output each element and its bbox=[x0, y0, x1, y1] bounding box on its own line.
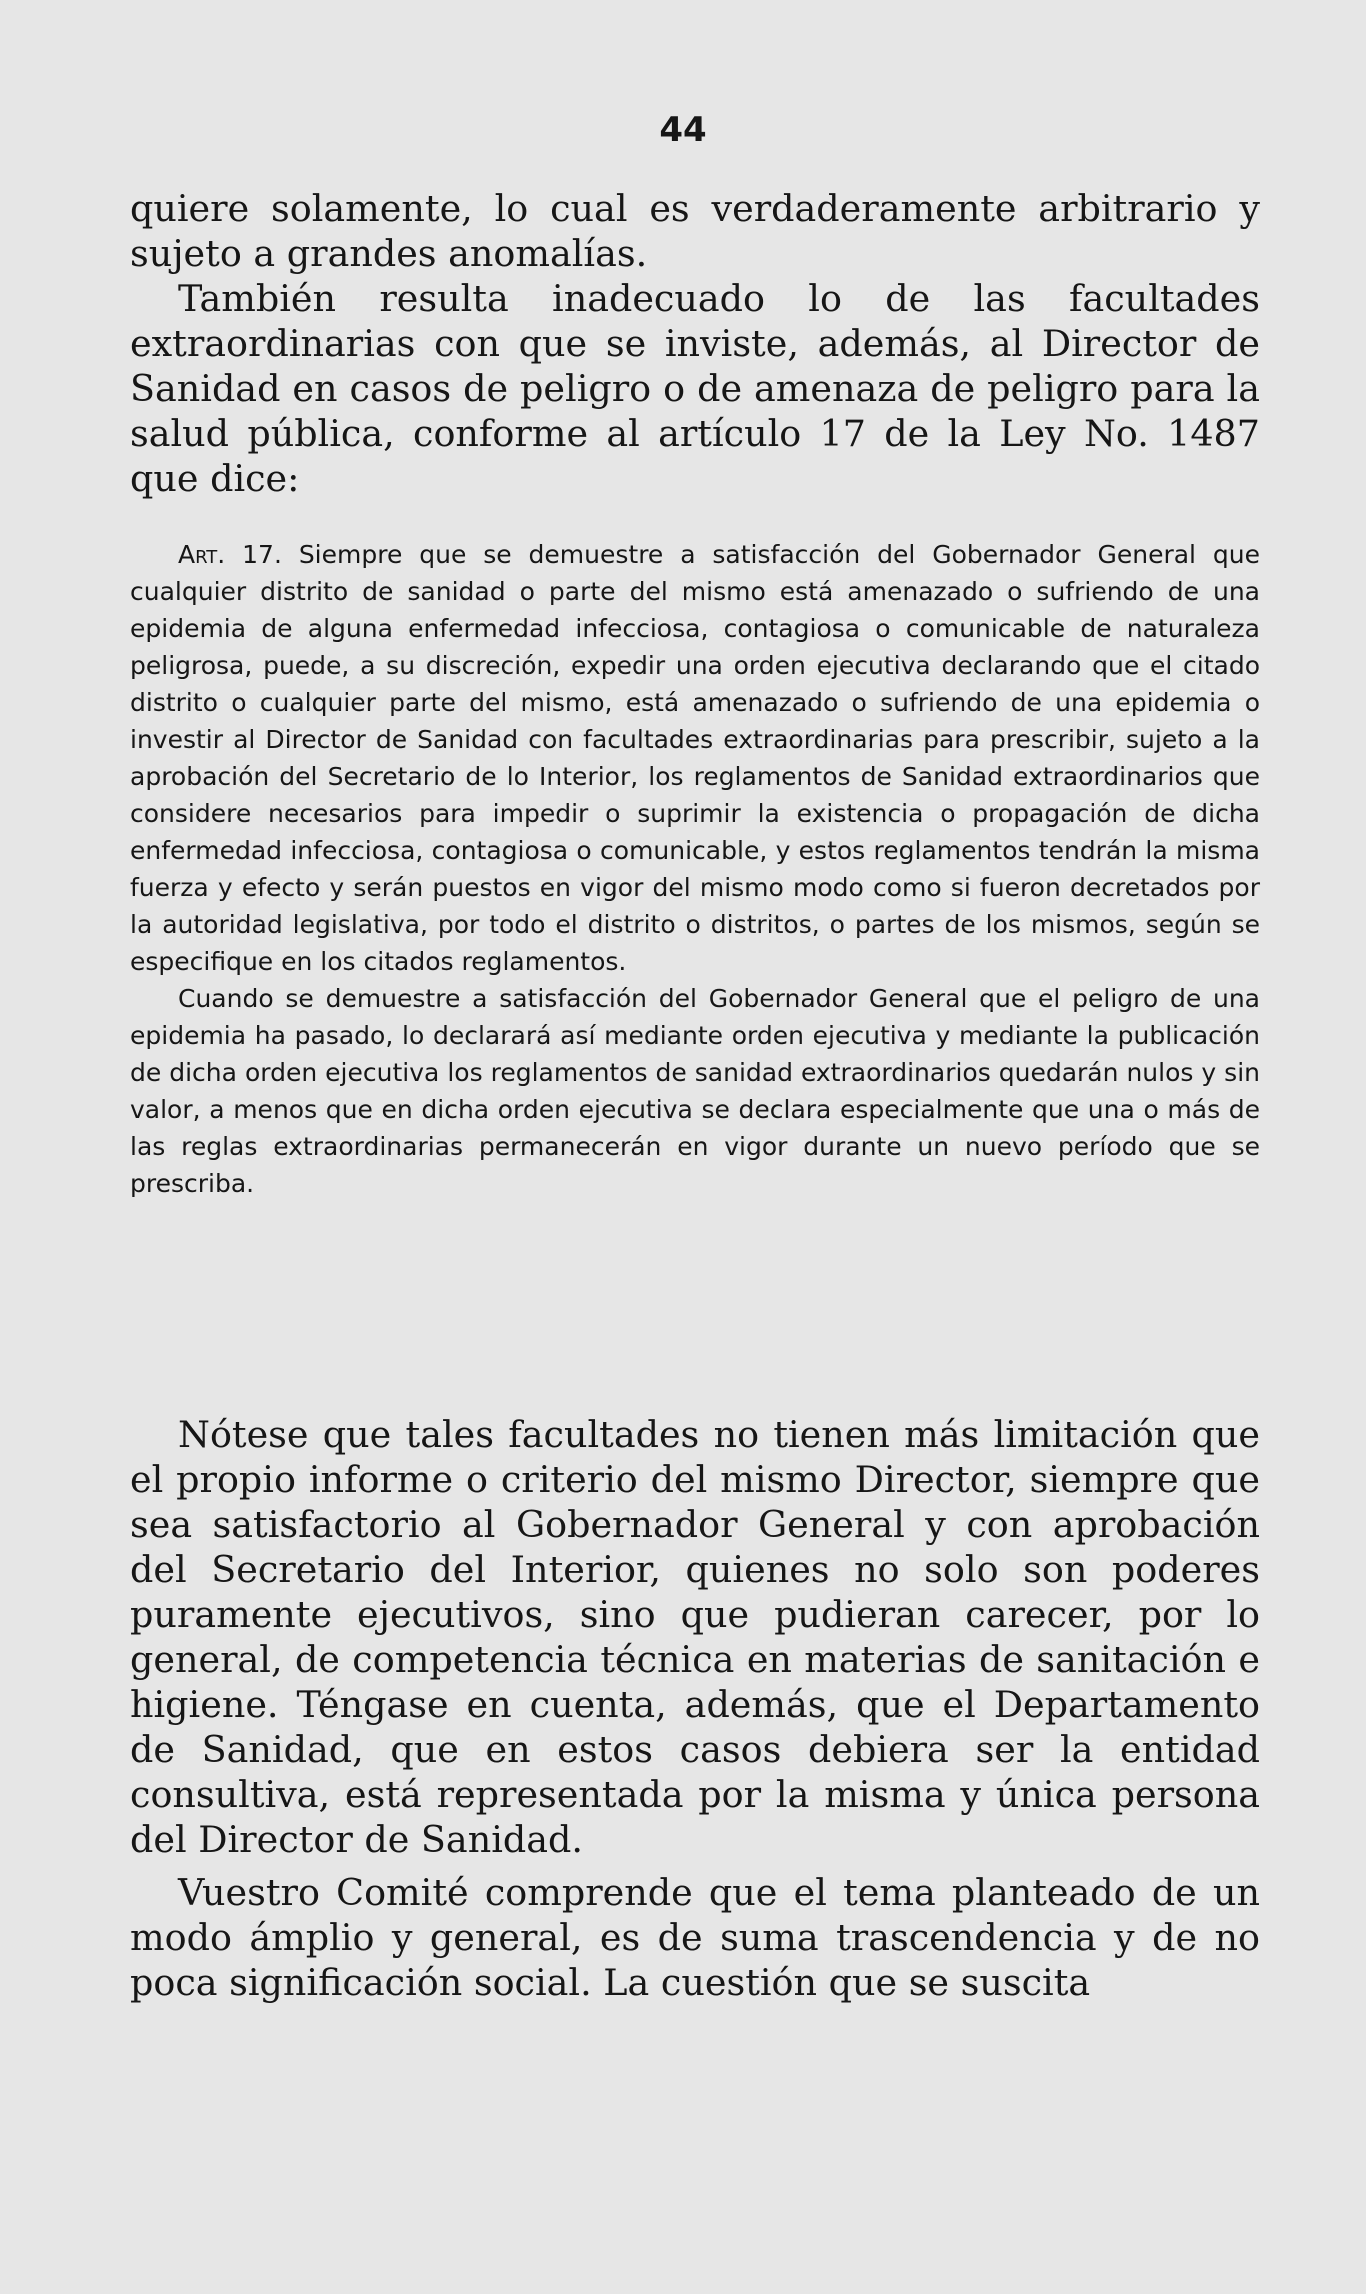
commentary-paragraph-1: Nótese que tales facultades no tienen más limitación que el propio informe o criterio del mismo Director, siempre que sea satisfactorio al Gobernador General y con aprobación del Secretario del Interior, quienes no solo son poderes puramente ejecutivos, sino que pudieran carecer, por lo general, de competencia técnica en materias de sanitación e higiene. Téngase en cuenta, además, que el Departamento de Sanidad, que en estos casos debiera ser la entidad consultiva, está representada por la misma y única persona del Director de Sanidad. bbox=[130, 1413, 1260, 1861]
article-label: Art. 17. bbox=[178, 540, 282, 569]
article-body: Siempre que se demuestre a satisfacción del Gobernador General que cualquier distrito de sanidad o parte del mismo está amenazado o sufriendo de una epidemia de alguna enfermedad infecciosa, contagiosa o comunicable de naturaleza peligrosa, puede, a su discreción, expedir una orden ejecutiva declarando que el citado distrito o cualquier parte del mismo, está amenazado o sufriendo de una epidemia o investir al Director de Sanidad con facultades extraordinarias para prescribir, sujeto a la aprobación del Secretario de lo Interior, los reglamentos de Sanidad extraordinarios que considere necesarios para impedir o suprimir la existencia o propagación de dicha enfermedad infecciosa, contagiosa o comunicable, y estos reglamentos tendrán la misma fuerza y efecto y serán puestos en vigor del mismo modo como si fueron decretados por la autoridad legislativa, por todo el distrito o distritos, o partes de los mismos, según se especifique en los citados reglamentos. bbox=[130, 540, 1260, 976]
intro-paragraph-continuation: quiere solamente, lo cual es verdaderamente arbitrario y sujeto a grandes anomalías. bbox=[130, 187, 1260, 275]
intro-section bbox=[130, 186, 1260, 501]
statute-quote bbox=[130, 536, 1260, 1202]
commentary-paragraph-2: Vuestro Comité comprende que el tema planteado de un modo ámplio y general, es de suma trascendencia y de no poca significación social. La cuestión que se suscita bbox=[130, 1871, 1260, 2004]
quote-paragraph-2: Cuando se demuestre a satisfacción del Gobernador General que el peligro de una epidemia ha pasado, lo declarará así mediante orden ejecutiva y mediante la publicación de dicha orden ejecutiva los reglamentos de sanidad extraordinarios quedarán nulos y sin valor, a menos que en dicha orden ejecutiva se declara especialmente que una o más de las reglas extraordinarias permanecerán en vigor durante un nuevo período que se prescriba. bbox=[130, 984, 1260, 1198]
commentary-section bbox=[130, 1412, 1260, 2005]
intro-paragraph-statute-reference: También resulta inadecuado lo de las facultades extraordinarias con que se inviste, además, al Director de Sanidad en casos de peligro o de amenaza de peligro para la salud pública, conforme al artículo 17 de la Ley No. 1487 que dice: bbox=[130, 277, 1260, 500]
quote-article-17 bbox=[130, 536, 1260, 980]
page-number: 44 bbox=[659, 110, 707, 150]
